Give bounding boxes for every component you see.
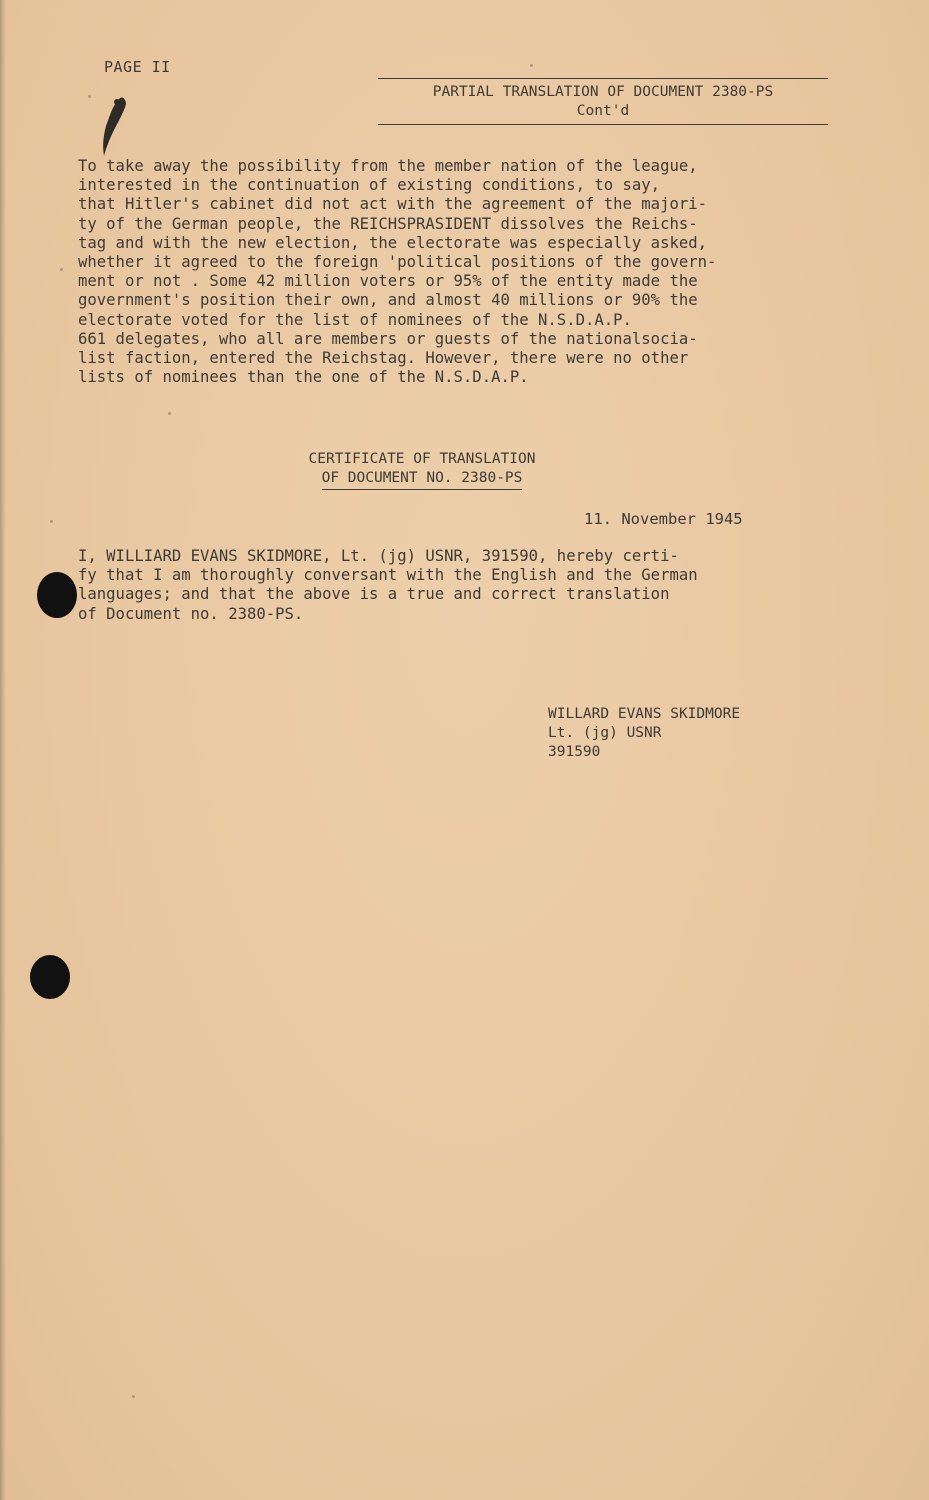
certificate-line: languages; and that the above is a true and correct translation — [78, 585, 670, 604]
body-line: 661 delegates, who all are members or guests of the nationalsocia- — [78, 329, 698, 348]
paper-speck — [168, 412, 171, 415]
translation-body — [78, 157, 853, 387]
signature-number: 391590 — [548, 744, 601, 760]
certificate-line: I, WILLIARD EVANS SKIDMORE, Lt. (jg) USNR, 391590, hereby certi- — [78, 547, 679, 565]
body-line: list faction, entered the Reichstag. However, there were no other — [78, 349, 689, 368]
paper-speck — [530, 64, 533, 67]
body-line: lists of nominees than the one of the N.S.D.A.P. — [78, 368, 529, 387]
signature-name: WILLARD EVANS SKIDMORE — [548, 706, 741, 722]
document-header — [378, 78, 828, 125]
body-line: ment or not . Some 42 million voters or 95% of the entity made the — [78, 272, 698, 291]
header-continued: Cont'd — [576, 103, 630, 119]
page-number: PAGE II — [104, 58, 171, 76]
signature-block — [548, 705, 740, 762]
body-line: electorate voted for the list of nominees of the N.S.D.A.P. — [78, 310, 632, 329]
punch-hole-icon — [30, 955, 70, 999]
body-line: To take away the possibility from the member nation of the league, — [78, 157, 698, 175]
body-line: that Hitler's cabinet did not act with the agreement of the majori- — [78, 195, 708, 214]
paper-speck — [50, 520, 53, 523]
certificate-date: 11. November 1945 — [584, 510, 743, 528]
body-line: whether it agreed to the foreign 'political positions of the govern- — [78, 253, 717, 272]
paper-speck — [132, 1395, 135, 1398]
body-line: interested in the continuation of existing conditions, to say, — [78, 176, 661, 195]
paper-speck — [60, 268, 63, 271]
body-line: ty of the German people, the REICHSPRASIDENT dissolves the Reichs- — [78, 214, 698, 233]
certificate-title-line2: OF DOCUMENT NO. 2380-PS — [322, 469, 523, 490]
certificate-title-line1: CERTIFICATE OF TRANSLATION — [308, 451, 536, 467]
body-line: government's position their own, and almost 40 millions or 90% the — [78, 291, 698, 310]
pen-mark-icon — [92, 92, 132, 162]
paper-speck — [88, 95, 91, 98]
certificate-body — [78, 547, 853, 624]
certificate-title — [272, 450, 572, 490]
header-title: PARTIAL TRANSLATION OF DOCUMENT 2380-PS — [432, 84, 774, 100]
punch-hole-icon — [37, 572, 77, 618]
certificate-line: of Document no. 2380-PS. — [78, 604, 304, 623]
body-line: tag and with the new election, the electorate was especially asked, — [78, 233, 708, 252]
signature-rank: Lt. (jg) USNR — [548, 725, 662, 741]
certificate-line: fy that I am thoroughly conversant with the English and the German — [78, 566, 698, 585]
